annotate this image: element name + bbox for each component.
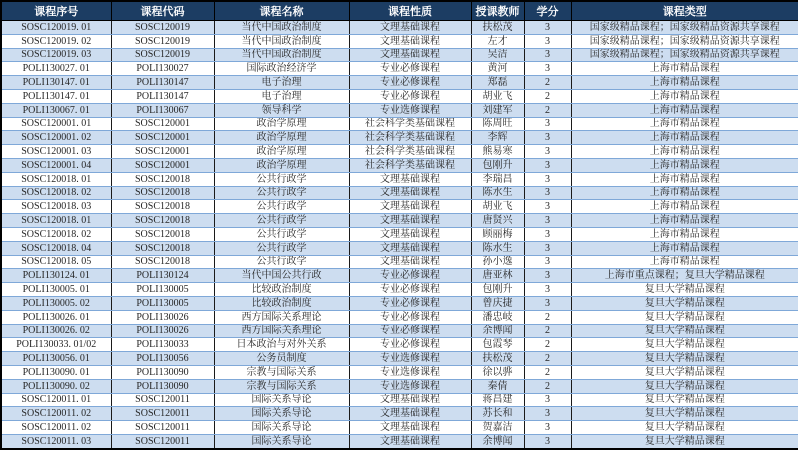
cell-teacher: 郑磊	[471, 76, 524, 90]
cell-course-type: 复旦大学精品课程	[571, 434, 798, 449]
cell-course-number: SOSC120019. 01	[1, 21, 111, 35]
cell-teacher: 曾庆捷	[471, 296, 524, 310]
cell-course-number: POLI130067. 01	[1, 103, 111, 117]
cell-course-name: 领导科学	[214, 103, 349, 117]
cell-course-type: 上海市精品课程	[571, 89, 798, 103]
cell-course-name: 比较政治制度	[214, 296, 349, 310]
cell-course-type: 复旦大学精品课程	[571, 310, 798, 324]
cell-course-type: 复旦大学精品课程	[571, 283, 798, 297]
table-row	[1, 117, 798, 131]
cell-teacher: 包刚升	[471, 283, 524, 297]
cell-course-number: SOSC120018. 01	[1, 214, 111, 228]
cell-course-name: 宗教与国际关系	[214, 379, 349, 393]
cell-credits: 3	[524, 283, 571, 297]
cell-teacher: 唐亚林	[471, 269, 524, 283]
table-row	[1, 145, 798, 159]
cell-course-type: 上海市精品课程	[571, 172, 798, 186]
table-row	[1, 338, 798, 352]
table-row	[1, 241, 798, 255]
cell-course-type: 上海市精品课程	[571, 76, 798, 90]
cell-teacher: 黄河	[471, 62, 524, 76]
cell-course-nature: 专业选修课程	[349, 352, 471, 366]
table-row	[1, 227, 798, 241]
cell-course-code: SOSC120018	[111, 241, 214, 255]
cell-course-name: 当代中国政治制度	[214, 34, 349, 48]
cell-course-type: 国家级精品课程；国家级精品资源共享课程	[571, 34, 798, 48]
cell-course-number: SOSC120001. 04	[1, 158, 111, 172]
cell-course-number: POLI130124. 01	[1, 269, 111, 283]
cell-course-code: SOSC120011	[111, 393, 214, 407]
cell-course-number: POLI130147. 01	[1, 76, 111, 90]
cell-teacher: 吴洁	[471, 48, 524, 62]
cell-course-type: 上海市精品课程	[571, 145, 798, 159]
cell-course-number: SOSC120018. 02	[1, 227, 111, 241]
header-course-nature: 课程性质	[349, 1, 471, 21]
cell-teacher: 苏长和	[471, 407, 524, 421]
cell-teacher: 孙小逸	[471, 255, 524, 269]
cell-course-name: 当代中国政治制度	[214, 21, 349, 35]
cell-teacher: 扶松茂	[471, 21, 524, 35]
cell-course-nature: 专业必修课程	[349, 283, 471, 297]
cell-course-name: 西方国际关系理论	[214, 310, 349, 324]
cell-course-nature: 专业必修课程	[349, 269, 471, 283]
cell-course-code: SOSC120018	[111, 186, 214, 200]
table-row	[1, 407, 798, 421]
cell-course-type: 上海市精品课程	[571, 158, 798, 172]
table-row	[1, 434, 798, 449]
cell-course-type: 国家级精品课程；国家级精品资源共享课程	[571, 21, 798, 35]
cell-credits: 3	[524, 241, 571, 255]
cell-course-nature: 专业必修课程	[349, 296, 471, 310]
header-row	[1, 1, 798, 21]
cell-teacher: 熊易寒	[471, 145, 524, 159]
cell-course-number: SOSC120018. 01	[1, 172, 111, 186]
cell-course-number: SOSC120019. 03	[1, 48, 111, 62]
cell-credits: 2	[524, 352, 571, 366]
cell-course-type: 上海市精品课程	[571, 131, 798, 145]
cell-course-number: POLI130033. 01/02	[1, 338, 111, 352]
table-row	[1, 214, 798, 228]
cell-credits: 3	[524, 145, 571, 159]
cell-credits: 3	[524, 296, 571, 310]
table-row	[1, 21, 798, 35]
cell-course-number: SOSC120001. 02	[1, 131, 111, 145]
cell-course-code: POLI130027	[111, 62, 214, 76]
cell-course-code: SOSC120001	[111, 145, 214, 159]
cell-course-type: 上海市精品课程	[571, 241, 798, 255]
cell-teacher: 顾丽梅	[471, 227, 524, 241]
cell-course-type: 上海市精品课程	[571, 186, 798, 200]
cell-teacher: 李辉	[471, 131, 524, 145]
table-row	[1, 269, 798, 283]
cell-course-type: 上海市精品课程	[571, 227, 798, 241]
table-row	[1, 76, 798, 90]
cell-course-nature: 专业必修课程	[349, 89, 471, 103]
cell-course-name: 西方国际关系理论	[214, 324, 349, 338]
table-row	[1, 158, 798, 172]
cell-teacher: 左才	[471, 34, 524, 48]
cell-course-nature: 文理基础课程	[349, 407, 471, 421]
cell-credits: 2	[524, 103, 571, 117]
cell-credits: 3	[524, 421, 571, 435]
cell-teacher: 刘建军	[471, 103, 524, 117]
cell-course-type: 上海市精品课程	[571, 103, 798, 117]
cell-course-nature: 文理基础课程	[349, 200, 471, 214]
cell-course-nature: 文理基础课程	[349, 172, 471, 186]
cell-course-code: POLI130147	[111, 76, 214, 90]
cell-course-type: 上海市精品课程	[571, 200, 798, 214]
cell-teacher: 余博闻	[471, 324, 524, 338]
table-row	[1, 186, 798, 200]
cell-course-code: POLI130090	[111, 379, 214, 393]
cell-credits: 3	[524, 48, 571, 62]
cell-course-type: 上海市精品课程	[571, 255, 798, 269]
cell-course-nature: 文理基础课程	[349, 48, 471, 62]
cell-course-code: SOSC120011	[111, 421, 214, 435]
cell-course-code: SOSC120018	[111, 214, 214, 228]
cell-credits: 3	[524, 158, 571, 172]
cell-credits: 2	[524, 379, 571, 393]
cell-course-nature: 社会科学类基础课程	[349, 158, 471, 172]
header-teacher: 授课教师	[471, 1, 524, 21]
header-credits: 学分	[524, 1, 571, 21]
cell-course-number: SOSC120018. 04	[1, 241, 111, 255]
cell-course-code: POLI130056	[111, 352, 214, 366]
cell-course-name: 公共行政学	[214, 227, 349, 241]
cell-course-type: 上海市重点课程；复旦大学精品课程	[571, 269, 798, 283]
cell-course-number: POLI130027. 01	[1, 62, 111, 76]
cell-teacher: 包刚升	[471, 158, 524, 172]
cell-course-name: 公共行政学	[214, 200, 349, 214]
cell-course-nature: 文理基础课程	[349, 421, 471, 435]
cell-course-name: 政治学原理	[214, 131, 349, 145]
cell-teacher: 潘忠岐	[471, 310, 524, 324]
table-row	[1, 365, 798, 379]
cell-course-name: 公共行政学	[214, 186, 349, 200]
cell-course-nature: 专业必修课程	[349, 62, 471, 76]
table-row	[1, 89, 798, 103]
cell-credits: 3	[524, 172, 571, 186]
cell-course-name: 公共行政学	[214, 214, 349, 228]
cell-course-type: 复旦大学精品课程	[571, 421, 798, 435]
table-row	[1, 200, 798, 214]
cell-course-nature: 专业选修课程	[349, 103, 471, 117]
cell-course-name: 当代中国政治制度	[214, 48, 349, 62]
cell-course-nature: 文理基础课程	[349, 21, 471, 35]
cell-course-number: SOSC120011. 01	[1, 393, 111, 407]
cell-course-nature: 专业必修课程	[349, 76, 471, 90]
cell-course-code: POLI130005	[111, 296, 214, 310]
cell-course-number: POLI130005. 01	[1, 283, 111, 297]
cell-course-name: 国际关系导论	[214, 421, 349, 435]
cell-teacher: 包霞琴	[471, 338, 524, 352]
cell-course-nature: 专业选修课程	[349, 365, 471, 379]
course-table-header	[1, 1, 798, 21]
cell-teacher: 唐贤兴	[471, 214, 524, 228]
cell-course-name: 国际关系导论	[214, 434, 349, 449]
cell-course-nature: 专业必修课程	[349, 310, 471, 324]
cell-course-code: POLI130026	[111, 310, 214, 324]
cell-course-code: SOSC120011	[111, 407, 214, 421]
cell-course-code: POLI130067	[111, 103, 214, 117]
cell-credits: 3	[524, 269, 571, 283]
cell-course-number: SOSC120011. 02	[1, 421, 111, 435]
cell-course-code: SOSC120019	[111, 48, 214, 62]
cell-course-number: SOSC120011. 02	[1, 407, 111, 421]
cell-teacher: 陈周旺	[471, 117, 524, 131]
cell-course-type: 上海市精品课程	[571, 117, 798, 131]
cell-course-number: SOSC120018. 02	[1, 186, 111, 200]
cell-course-type: 复旦大学精品课程	[571, 338, 798, 352]
table-row	[1, 172, 798, 186]
cell-credits: 2	[524, 338, 571, 352]
cell-credits: 2	[524, 365, 571, 379]
cell-course-name: 公共行政学	[214, 172, 349, 186]
cell-credits: 3	[524, 117, 571, 131]
cell-course-code: SOSC120018	[111, 227, 214, 241]
cell-course-number: POLI130090. 01	[1, 365, 111, 379]
cell-course-number: SOSC120018. 03	[1, 200, 111, 214]
cell-credits: 3	[524, 34, 571, 48]
cell-course-type: 复旦大学精品课程	[571, 352, 798, 366]
cell-teacher: 李瑞昌	[471, 172, 524, 186]
cell-course-nature: 社会科学类基础课程	[349, 131, 471, 145]
cell-course-number: POLI130090. 02	[1, 379, 111, 393]
cell-credits: 3	[524, 393, 571, 407]
cell-course-code: SOSC120018	[111, 200, 214, 214]
table-row	[1, 324, 798, 338]
cell-course-type: 复旦大学精品课程	[571, 379, 798, 393]
cell-course-nature: 文理基础课程	[349, 241, 471, 255]
cell-teacher: 胡业飞	[471, 89, 524, 103]
table-row	[1, 103, 798, 117]
cell-course-code: SOSC120001	[111, 158, 214, 172]
cell-credits: 3	[524, 214, 571, 228]
table-row	[1, 34, 798, 48]
cell-course-name: 公共行政学	[214, 241, 349, 255]
cell-course-nature: 社会科学类基础课程	[349, 145, 471, 159]
cell-teacher: 陈水生	[471, 241, 524, 255]
cell-course-nature: 文理基础课程	[349, 214, 471, 228]
table-row	[1, 131, 798, 145]
cell-teacher: 胡业飞	[471, 200, 524, 214]
cell-credits: 3	[524, 131, 571, 145]
cell-course-nature: 文理基础课程	[349, 186, 471, 200]
cell-course-code: SOSC120019	[111, 34, 214, 48]
cell-course-name: 当代中国公共行政	[214, 269, 349, 283]
cell-course-name: 政治学原理	[214, 117, 349, 131]
cell-course-name: 宗教与国际关系	[214, 365, 349, 379]
cell-credits: 3	[524, 62, 571, 76]
cell-course-name: 日本政治与对外关系	[214, 338, 349, 352]
cell-course-number: POLI130005. 02	[1, 296, 111, 310]
cell-course-nature: 专业必修课程	[349, 324, 471, 338]
cell-course-code: SOSC120001	[111, 117, 214, 131]
cell-course-number: SOSC120001. 03	[1, 145, 111, 159]
cell-course-name: 政治学原理	[214, 145, 349, 159]
cell-course-code: SOSC120001	[111, 131, 214, 145]
cell-course-code: SOSC120011	[111, 434, 214, 449]
cell-course-type: 上海市精品课程	[571, 62, 798, 76]
table-row	[1, 421, 798, 435]
cell-course-code: POLI130147	[111, 89, 214, 103]
table-row	[1, 255, 798, 269]
table-row	[1, 62, 798, 76]
cell-course-nature: 专业必修课程	[349, 338, 471, 352]
cell-course-name: 公共行政学	[214, 255, 349, 269]
cell-credits: 3	[524, 21, 571, 35]
header-course-number: 课程序号	[1, 1, 111, 21]
cell-course-number: SOSC120019. 02	[1, 34, 111, 48]
table-row	[1, 48, 798, 62]
cell-course-type: 复旦大学精品课程	[571, 296, 798, 310]
cell-credits: 2	[524, 76, 571, 90]
cell-teacher: 陈水生	[471, 186, 524, 200]
cell-course-number: SOSC120001. 01	[1, 117, 111, 131]
cell-course-number: POLI130026. 01	[1, 310, 111, 324]
cell-teacher: 秦倩	[471, 379, 524, 393]
cell-course-name: 政治学原理	[214, 158, 349, 172]
cell-course-code: POLI130124	[111, 269, 214, 283]
table-row	[1, 283, 798, 297]
cell-credits: 3	[524, 434, 571, 449]
cell-course-nature: 文理基础课程	[349, 255, 471, 269]
cell-course-code: SOSC120018	[111, 255, 214, 269]
cell-course-code: SOSC120019	[111, 21, 214, 35]
cell-course-name: 国际关系导论	[214, 407, 349, 421]
cell-course-nature: 文理基础课程	[349, 434, 471, 449]
table-row	[1, 379, 798, 393]
cell-course-name: 公务员制度	[214, 352, 349, 366]
cell-course-number: POLI130026. 02	[1, 324, 111, 338]
cell-credits: 3	[524, 186, 571, 200]
cell-course-code: POLI130033	[111, 338, 214, 352]
cell-course-nature: 文理基础课程	[349, 393, 471, 407]
cell-course-number: POLI130056. 01	[1, 352, 111, 366]
header-course-type: 课程类型	[571, 1, 798, 21]
cell-course-nature: 文理基础课程	[349, 227, 471, 241]
cell-course-type: 复旦大学精品课程	[571, 407, 798, 421]
cell-teacher: 扶松茂	[471, 352, 524, 366]
table-row	[1, 310, 798, 324]
cell-credits: 3	[524, 407, 571, 421]
header-course-code: 课程代码	[111, 1, 214, 21]
cell-credits: 3	[524, 227, 571, 241]
cell-course-type: 上海市精品课程	[571, 214, 798, 228]
cell-course-name: 电子治理	[214, 76, 349, 90]
cell-course-code: POLI130005	[111, 283, 214, 297]
cell-course-number: POLI130147. 01	[1, 89, 111, 103]
cell-credits: 2	[524, 324, 571, 338]
cell-credits: 2	[524, 89, 571, 103]
header-course-name: 课程名称	[214, 1, 349, 21]
cell-course-nature: 社会科学类基础课程	[349, 117, 471, 131]
table-row	[1, 393, 798, 407]
cell-course-name: 电子治理	[214, 89, 349, 103]
cell-course-code: POLI130026	[111, 324, 214, 338]
cell-course-code: POLI130090	[111, 365, 214, 379]
cell-credits: 3	[524, 200, 571, 214]
cell-course-name: 比较政治制度	[214, 283, 349, 297]
cell-course-type: 复旦大学精品课程	[571, 393, 798, 407]
cell-credits: 3	[524, 255, 571, 269]
table-row	[1, 352, 798, 366]
cell-course-code: SOSC120018	[111, 172, 214, 186]
cell-course-name: 国际关系导论	[214, 393, 349, 407]
cell-course-type: 复旦大学精品课程	[571, 365, 798, 379]
cell-teacher: 贺嘉洁	[471, 421, 524, 435]
cell-course-number: SOSC120018. 05	[1, 255, 111, 269]
cell-course-type: 国家级精品课程；国家级精品资源共享课程	[571, 48, 798, 62]
cell-teacher: 徐以骅	[471, 365, 524, 379]
course-table-body	[1, 21, 798, 450]
cell-course-type: 复旦大学精品课程	[571, 324, 798, 338]
cell-teacher: 蒋昌建	[471, 393, 524, 407]
cell-course-nature: 文理基础课程	[349, 34, 471, 48]
table-row	[1, 296, 798, 310]
cell-course-number: SOSC120011. 03	[1, 434, 111, 449]
cell-course-name: 国际政治经济学	[214, 62, 349, 76]
cell-teacher: 余博闻	[471, 434, 524, 449]
cell-credits: 2	[524, 310, 571, 324]
cell-course-nature: 专业选修课程	[349, 379, 471, 393]
